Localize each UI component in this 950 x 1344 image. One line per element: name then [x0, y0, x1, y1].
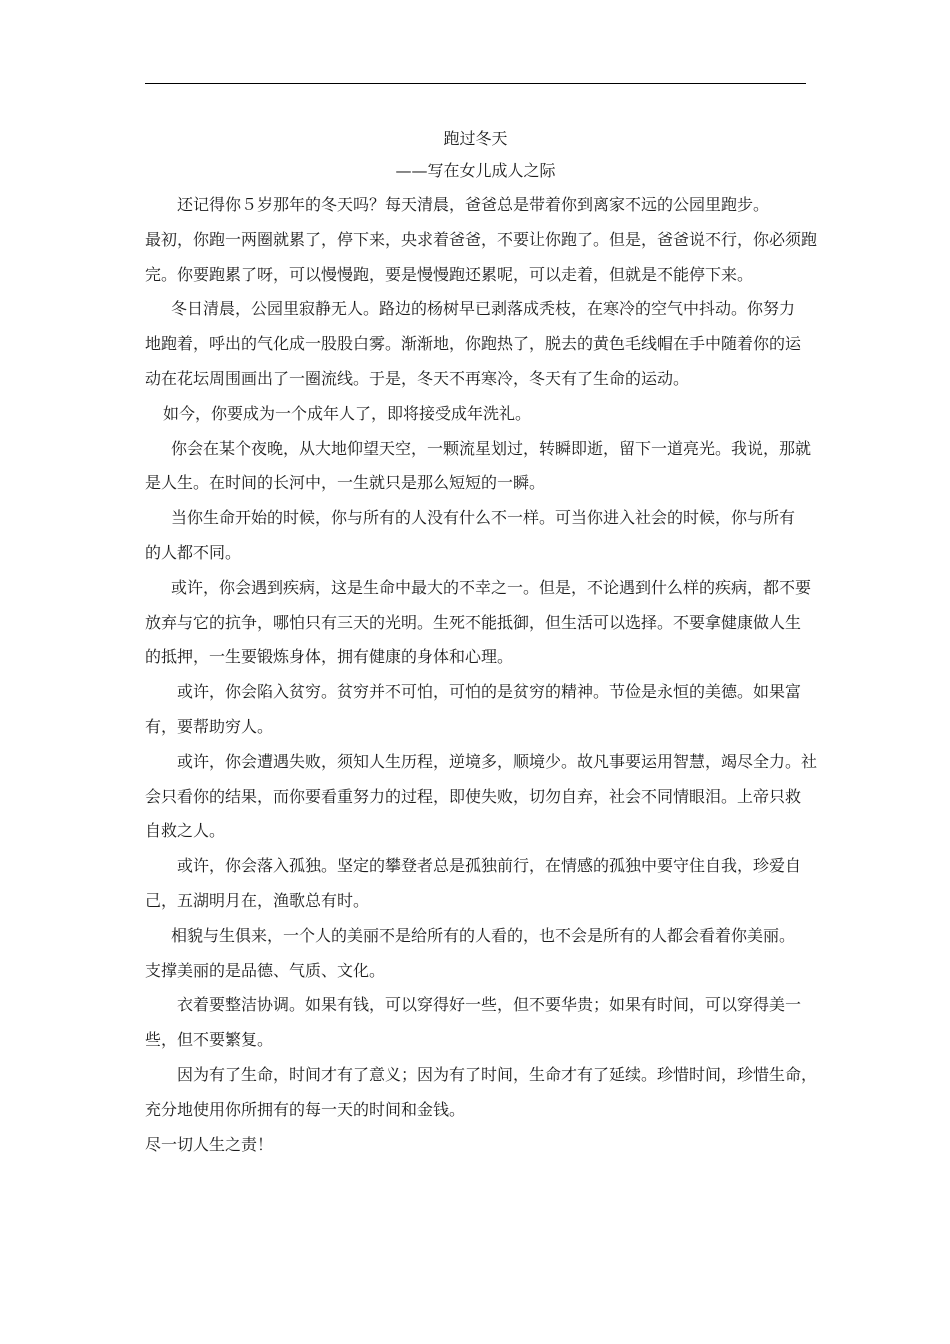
body-line: 或许，你会落入孤独。坚定的攀登者总是孤独前行，在情感的孤独中要守住自我，珍爱自 [177, 856, 802, 876]
page-subtitle: ——写在女儿成人之际 [395, 161, 556, 180]
document-body [145, 188, 818, 1162]
body-line: 因为有了生命，时间才有了意义；因为有了时间，生命才有了延续。珍惜时间，珍惜生命， [177, 1064, 818, 1084]
body-line: 己，五湖明月在，渔歌总有时。 [145, 890, 370, 910]
body-line: 如今，你要成为一个成年人了，即将接受成年洗礼。 [163, 403, 532, 423]
body-line: 地跑着，呼出的气化成一股股白雾。渐渐地，你跑热了，脱去的黄色毛线帽在手中随着你的运 [145, 334, 802, 354]
body-line: 还记得你５岁那年的冬天吗？每天清晨，爸爸总是带着你到离家不远的公园里跑步。 [177, 195, 770, 214]
body-line: 当你生命开始的时候，你与所有的人没有什么不一样。可当你进入社会的时候，你与所有 [171, 508, 796, 528]
body-line: 相貌与生俱来，一个人的美丽不是给所有的人看的，也不会是所有的人都会看着你美丽。 [171, 925, 796, 945]
body-line: 放弃与它的抗争，哪怕只有三天的光明。生死不能抵御，但生活可以选择。不要拿健康做人生 [145, 612, 802, 632]
body-line: 衣着要整洁协调。如果有钱，可以穿得好一些，但不要华贵；如果有时间，可以穿得美一 [177, 995, 802, 1015]
body-line: 是人生。在时间的长河中，一生就只是那么短短的一瞬。 [145, 473, 546, 493]
body-line: 或许，你会陷入贫穷。贫穷并不可怕，可怕的是贫穷的精神。节俭是永恒的美德。如果富 [177, 682, 802, 702]
body-line: 有，要帮助穷人。 [145, 716, 274, 736]
body-line: 充分地使用你所拥有的每一天的时间和金钱。 [145, 1099, 466, 1119]
body-line: 自救之人。 [145, 821, 226, 841]
body-line: 或许，你会遇到疾病，这是生命中最大的不幸之一。但是，不论遇到什么样的疾病，都不要 [171, 577, 812, 597]
body-line: 冬日清晨，公园里寂静无人。路边的杨树早已剥落成秃枝，在寒冷的空气中抖动。你努力 [171, 299, 796, 319]
page-title: 跑过冬天 [443, 129, 508, 148]
body-line: 完。你要跑累了呀，可以慢慢跑，要是慢慢跑还累呢，可以走着，但就是不能停下来。 [145, 264, 754, 284]
body-line: 或许，你会遭遇失败，须知人生历程，逆境多，顺境少。故凡事要运用智慧，竭尽全力。社 [177, 751, 818, 771]
header-rule [145, 83, 806, 84]
body-line: 最初，你跑一两圈就累了，停下来，央求着爸爸，不要让你跑了。但是，爸爸说不行，你必须跑 [145, 229, 818, 249]
body-line: 动在花坛周围画出了一圈流线。于是，冬天不再寒冷，冬天有了生命的运动。 [145, 368, 690, 388]
body-line: 的人都不同。 [145, 542, 242, 562]
body-line: 你会在某个夜晚，从大地仰望天空，一颗流星划过，转瞬即逝，留下一道亮光。我说，那就 [171, 438, 812, 458]
body-line: 会只看你的结果，而你要看重努力的过程，即使失败，切勿自弃，社会不同情眼泪。上帝只救 [145, 786, 802, 806]
body-line: 的抵押，一生要锻炼身体，拥有健康的身体和心理。 [145, 647, 514, 667]
body-line: 支撑美丽的是品德、气质、文化。 [145, 960, 386, 980]
body-line: 些，但不要繁复。 [145, 1030, 274, 1050]
body-line: 尽一切人生之责！ [145, 1134, 274, 1154]
